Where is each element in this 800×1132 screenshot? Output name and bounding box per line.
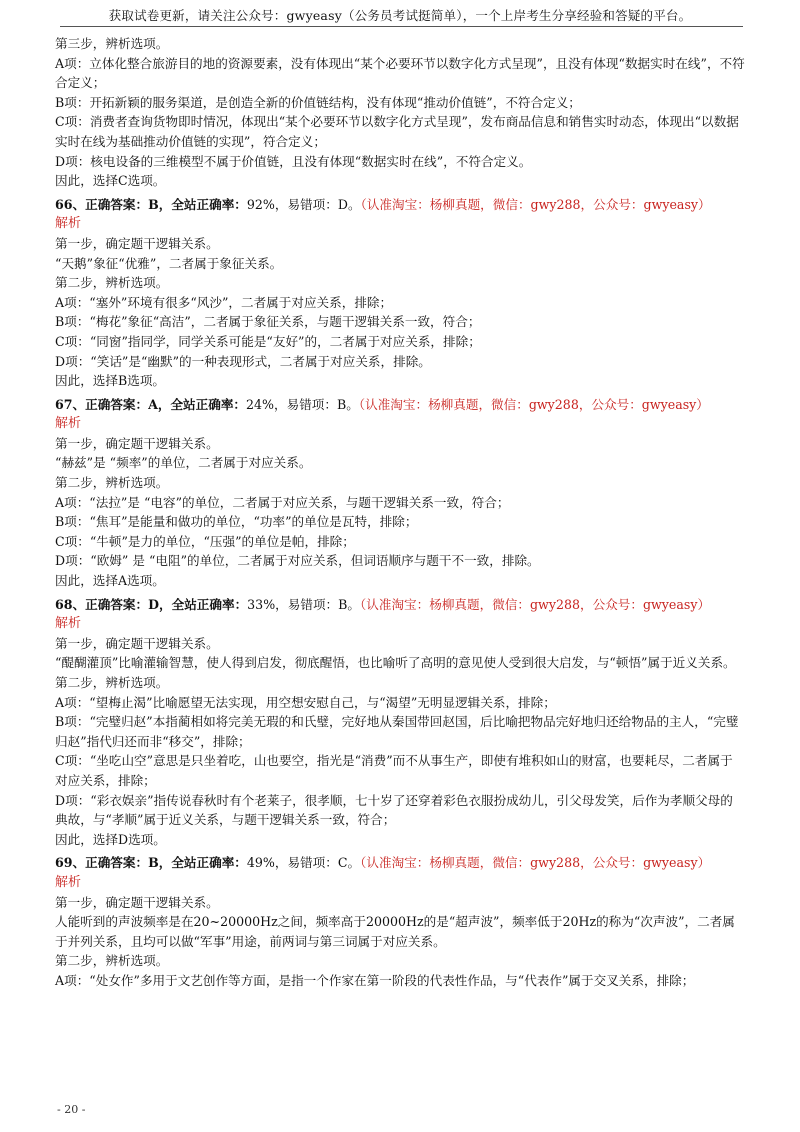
analysis-line: A项：“望梅止渴”比喻愿望无法实现，用空想安慰自己，与“渴望”无明显逻辑关系，排除； [55,694,556,710]
accuracy-rate: 49%，易错项：C。 [246,855,361,871]
intro-line: 第三步，辨析选项。 [55,36,169,51]
intro-block [55,34,745,191]
question-block-68 [55,595,745,850]
analysis-line: D项：“彩衣娱亲”指传说春秋时有个老莱子，很孝顺，七十岁了还穿着彩色衣服扮成幼儿，引父母发笑，后作为孝顺父母的典故，与“孝顺”属于近义关系，与题干逻辑关系一致，符合； [55,792,733,828]
analysis-line: 第一步，确定题干逻辑关系。 [55,635,219,651]
source-note: （认准淘宝：杨柳真题，微信：gwy288，公众号：gwyeasy） [360,855,711,871]
analysis-line: A项：“处女作”多用于文艺创作等方面，是指一个作家在第一阶段的代表性作品，与“代表作”属于交叉关系，排除； [55,972,695,988]
answer-label: 69、正确答案：B，全站正确率： [55,855,247,871]
answer-heading [55,395,745,415]
analysis-line: “醍醐灌顶”比喻灌输智慧，使人得到启发，彻底醒悟，也比喻听了高明的意见使人受到很大启发，与“顿悟”属于近义关系。 [55,655,736,671]
analysis-line: 第二步，辨析选项。 [55,675,169,690]
analysis-line: 第一步，确定题干逻辑关系。 [55,435,219,451]
analysis-line: 第一步，确定题干逻辑关系。 [55,235,219,251]
analysis-line: “赫兹”是 “频率”的单位，二者属于对应关系。 [55,455,312,471]
analysis-line: A项：“塞外”环境有很多“风沙”，二者属于对应关系，排除； [55,294,393,310]
analysis-label: 解析 [55,416,82,432]
answer-label: 66、正确答案：B，全站正确率： [55,196,247,212]
analysis-line: 第二步，辨析选项。 [55,275,169,291]
document-body [55,34,745,991]
intro-line: D项：核电设备的三维模型不属于价值链，且没有体现“数据实时在线”，不符合定义。 [55,153,532,169]
intro-line: B项：开拓新颖的服务渠道，是创造全新的价值链结构，没有体现“推动价值链”，不符合定义； [55,94,581,110]
analysis-line: D项：“笑话”是“幽默”的一种表现形式，二者属于对应关系，排除。 [55,353,431,369]
analysis-line: C项：“坐吃山空”意思是只坐着吃，山也要空，指光是“消费”而不从事生产，即使有堆积如山的财富，也要耗尽，二者属于对应关系，排除； [55,753,733,788]
page-number: - 20 - [57,1103,86,1116]
question-block-67 [55,395,745,591]
analysis-label: 解析 [55,874,82,890]
question-block-66 [55,195,745,391]
answer-heading [55,853,745,873]
analysis-line: B项：“焦耳”是能量和做功的单位，“功率”的单位是瓦特，排除； [55,514,418,530]
analysis-line: C项：“牛顿”是力的单位，“压强”的单位是帕，排除； [55,533,355,549]
intro-line: 因此，选择C选项。 [55,173,166,189]
analysis-line: 因此，选择A选项。 [55,573,165,589]
analysis-line: D项：“欧姆” 是 “电阻”的单位，二者属于对应关系，但词语顺序与题干不一致，排除。 [55,553,540,569]
analysis-line: 因此，选择D选项。 [55,831,166,847]
analysis-line: 第二步，辨析选项。 [55,953,169,969]
analysis-line: 人能听到的声波频率是在20~20000Hz之间，频率高于20000Hz的是“超声波”，频率低于20Hz的称为“次声波”，二者属于并列关系，且均可以做“军事”用途，前两词与第三词属于对应关系。 [55,914,735,949]
intro-line: C项：消费者查询货物即时情况，体现出“某个必要环节以数字化方式呈现”，发布商品信息和销售实时动态，体现出“以数据实时在线为基础推动价值链的实现”，符合定义； [55,114,739,149]
header-divider [60,26,743,27]
answer-heading [55,595,745,615]
analysis-line: “天鹅”象征“优雅”，二者属于象征关系。 [55,255,283,271]
answer-heading [55,195,745,215]
source-note: （认准淘宝：杨柳真题，微信：gwy288，公众号：gwyeasy） [360,196,711,212]
analysis-line: B项：“梅花”象征“高洁”，二者属于象征关系，与题干逻辑关系一致，符合； [55,314,481,330]
accuracy-rate: 33%，易错项：B。 [247,596,360,612]
page-header: 获取试卷更新，请关注公众号：gwyeasy（公务员考试挺简单），一个上岸考生分享经验和答疑的平台。 [108,8,692,23]
analysis-line: A项：“法拉”是 “电容”的单位，二者属于对应关系，与题干逻辑关系一致，符合； [55,494,510,510]
analysis-line: 第一步，确定题干逻辑关系。 [55,894,219,910]
accuracy-rate: 24%，易错项：B。 [246,396,359,412]
analysis-line: B项：“完璧归赵”本指蔺相如将完美无瑕的和氏璧，完好地从秦国带回赵国，后比喻把物品完好地归还给物品的主人，“完璧归赵”指代归还而非“移交”，排除； [55,714,739,749]
intro-line: A项：立体化整合旅游目的地的资源要素，没有体现出“某个必要环节以数字化方式呈现”，且没有体现“数据实时在线”，不符合定义； [55,55,745,91]
analysis-line: 因此，选择B选项。 [55,373,166,389]
answer-label: 67、正确答案：A，全站正确率： [55,396,247,412]
analysis-label: 解析 [55,616,82,632]
answer-label: 68、正确答案：D，全站正确率： [55,596,248,612]
question-block-69 [55,853,745,990]
analysis-line: C项：“同窗”指同学，同学关系可能是“友好”的，二者属于对应关系，排除； [55,333,481,349]
source-note: （认准淘宝：杨柳真题，微信：gwy288，公众号：gwyeasy） [359,596,711,612]
source-note: （认准淘宝：杨柳真题，微信：gwy288，公众号：gwyeasy） [358,396,709,412]
analysis-label: 解析 [55,216,82,232]
analysis-line: 第二步，辨析选项。 [55,475,169,491]
accuracy-rate: 92%，易错项：D。 [246,196,361,212]
